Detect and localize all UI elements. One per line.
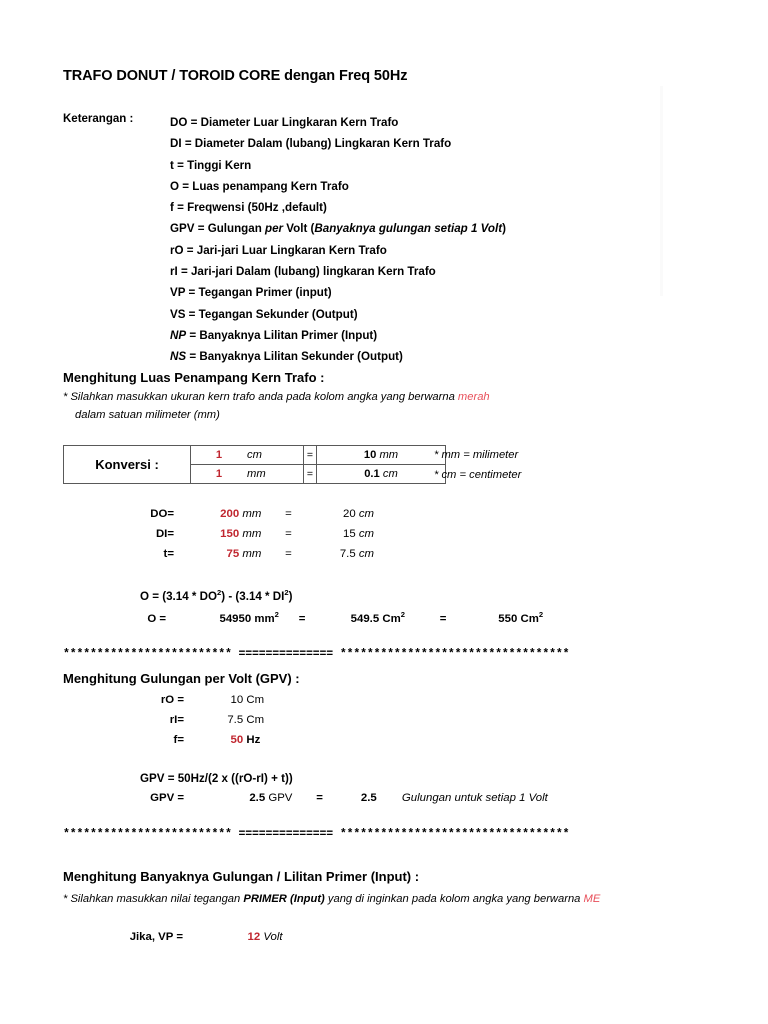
np-symbol: NP <box>170 328 187 342</box>
keterangan-item-vp: VP = Tegangan Primer (input) <box>170 286 332 300</box>
konversi-result-cell-2 <box>317 465 446 484</box>
gpv-suffix: ) <box>502 222 506 236</box>
gpv-row-f <box>140 734 260 746</box>
note-primer-red: ME <box>583 893 601 905</box>
keterangan-item-ns <box>170 346 670 367</box>
separator-1-left-stars: ************************* <box>63 648 232 661</box>
gpv-label-ro: rO = <box>160 694 184 706</box>
gpv-label-ri: rI= <box>169 714 184 726</box>
konversi-result-unit-1: mm <box>379 449 399 461</box>
separator-2-equals: ============== <box>231 828 340 841</box>
gpv-value-ro: 10 <box>230 694 244 706</box>
keterangan-item-ro: rO = Jari-jari Luar Lingkaran Kern Trafo <box>170 243 387 257</box>
luas-result-label: O = <box>147 612 166 625</box>
heading-gpv: Menghitung Gulungan per Volt (GPV) : <box>63 671 300 686</box>
dimension-value-do[interactable]: 200 <box>220 508 240 520</box>
konversi-input-cell-row1[interactable] <box>191 446 304 465</box>
luas-formula-pre: O = (3.14 * DO <box>140 589 218 603</box>
luas-formula-sup2: 2 <box>284 588 289 597</box>
dimension-row-do <box>140 508 374 520</box>
keterangan-item-np <box>170 325 670 346</box>
dimension-label-di: DI= <box>155 528 174 540</box>
gpv-value-f[interactable]: 50 <box>230 734 244 746</box>
heading-primer: Menghitung Banyaknya Gulungan / Lilitan Primer (Input) : <box>63 869 420 884</box>
luas-result-unit-rounded: Cm <box>520 612 539 625</box>
keterangan-label: Keterangan : <box>63 113 134 125</box>
np-text: = Banyaknya Lilitan Primer (Input) <box>186 328 378 342</box>
dimension-value-di[interactable]: 150 <box>220 528 240 540</box>
dimension-value-t-wrap[interactable] <box>177 548 239 560</box>
luas-result-row <box>140 610 543 625</box>
gpv-result-unit: GPV <box>268 792 293 804</box>
gpv-result-value-2: 2.5 <box>360 792 377 804</box>
dimension-equals-do: = <box>285 508 292 520</box>
vp-unit: Volt <box>263 931 283 943</box>
ns-symbol: NS <box>170 350 187 364</box>
luas-formula <box>140 588 293 603</box>
konversi-input-value-2[interactable]: 1 <box>215 468 223 480</box>
keterangan-item-di: DI = Diameter Dalam (lubang) Lingkaran Kern Trafo <box>170 137 452 151</box>
dimension-row-t <box>140 548 374 560</box>
gpv-row-ro <box>140 694 264 706</box>
luas-result-equals-2: = <box>439 612 447 625</box>
konversi-result-value-2: 0.1 <box>364 468 380 480</box>
gpv-mid: Volt ( <box>283 222 315 236</box>
dimension-result-unit-di: cm <box>358 528 375 540</box>
dimension-value-t[interactable]: 75 <box>226 548 240 560</box>
konversi-equals-2: = <box>304 465 317 484</box>
dimension-result-unit-do: cm <box>358 508 375 520</box>
gpv-label-f: f= <box>173 734 184 746</box>
konversi-equals-1: = <box>304 446 317 465</box>
separator-2 <box>63 828 569 841</box>
gpv-row-ri <box>140 714 264 726</box>
konversi-result-cell-1 <box>317 446 446 465</box>
ns-text: = Banyaknya Lilitan Sekunder (Output) <box>186 350 403 364</box>
gpv-result-row <box>140 792 548 804</box>
keterangan-item-vs: VS = Tegangan Sekunder (Output) <box>170 307 358 321</box>
dimension-unit-di: mm <box>242 528 262 540</box>
konversi-input-unit-1: cm <box>247 449 262 461</box>
konversi-input-cell-row2[interactable] <box>191 465 304 484</box>
note-primer-bold: PRIMER (Input) <box>243 893 325 905</box>
dimension-unit-do: mm <box>242 508 262 520</box>
keterangan-item-t: t = Tinggi Kern <box>170 158 252 172</box>
luas-result-value-rounded: 550 <box>498 612 518 625</box>
vp-value[interactable]: 12 <box>247 931 261 943</box>
dimension-value-di-wrap[interactable] <box>177 528 239 540</box>
keterangan-item-f: f = Freqwensi (50Hz ,default) <box>170 201 327 215</box>
dimension-result-do: 20 <box>343 508 356 520</box>
luas-result-sup-cm2: 2 <box>400 610 405 619</box>
separator-2-left-stars: ************************* <box>63 828 232 841</box>
konversi-table <box>63 445 446 484</box>
luas-result-value-mm2: 54950 <box>219 612 252 625</box>
gpv-unit-ri: Cm <box>246 714 265 726</box>
note-luas-line1 <box>63 391 490 403</box>
vp-label: Jika, VP = <box>129 931 183 943</box>
gpv-italic-per: per <box>265 222 284 236</box>
keterangan-item-gpv <box>170 218 670 239</box>
gpv-prefix: GPV = Gulungan <box>170 222 266 236</box>
gpv-formula: GPV = 50Hz/(2 x ((rO-rI) + t)) <box>140 772 293 785</box>
luas-result-sup-rounded: 2 <box>538 610 544 619</box>
note-primer <box>63 893 600 905</box>
gpv-unit-f: Hz <box>246 734 261 746</box>
luas-formula-sup1: 2 <box>217 588 222 597</box>
luas-result-unit-cm2: Cm <box>382 612 401 625</box>
konversi-result-unit-2: cm <box>382 468 398 480</box>
table-row <box>64 446 446 465</box>
vp-value-wrap[interactable] <box>186 931 260 943</box>
luas-formula-mid: ) - (3.14 * DI <box>221 589 285 603</box>
keterangan-list <box>170 112 670 368</box>
dimension-label-t: t= <box>163 548 174 560</box>
vp-row <box>115 931 283 943</box>
page-title: TRAFO DONUT / TOROID CORE dengan Freq 50Hz <box>63 68 408 84</box>
luas-result-sup-mm2: 2 <box>274 610 279 619</box>
note-primer-mid: yang di inginkan pada kolom angka yang berwarna <box>324 893 584 905</box>
note-luas-line2: dalam satuan milimeter (mm) <box>75 409 220 421</box>
konversi-input-unit-2: mm <box>247 468 266 480</box>
separator-2-right-stars: ********************************** <box>339 828 570 841</box>
gpv-result-label: GPV = <box>150 792 184 804</box>
konversi-label-cell: Konversi : <box>64 446 191 484</box>
konversi-result-value-1: 10 <box>363 449 377 461</box>
separator-1-equals: ============== <box>231 648 340 661</box>
konversi-side-note-cm: * cm = centimeter <box>434 469 522 481</box>
luas-result-equals-1: = <box>298 612 306 625</box>
dimension-row-di <box>140 528 374 540</box>
dimension-equals-t: = <box>285 548 292 560</box>
keterangan-item-o: O = Luas penampang Kern Trafo <box>170 179 349 193</box>
keterangan-item-do: DO = Diameter Luar Lingkaran Kern Trafo <box>170 116 399 129</box>
gpv-result-note: Gulungan untuk setiap 1 Volt <box>401 792 548 804</box>
luas-formula-post: ) <box>288 589 293 603</box>
dimension-result-t: 7.5 <box>339 548 356 560</box>
dimension-unit-t: mm <box>242 548 262 560</box>
dimension-label-do: DO= <box>150 508 174 520</box>
konversi-input-value-1[interactable]: 1 <box>215 449 223 461</box>
dimension-result-di: 15 <box>343 528 356 540</box>
heading-luas-penampang: Menghitung Luas Penampang Kern Trafo : <box>63 370 325 385</box>
separator-1 <box>63 648 569 661</box>
dimension-value-do-wrap[interactable] <box>177 508 239 520</box>
separator-1-right-stars: ********************************** <box>339 648 570 661</box>
luas-result-value-cm2: 549.5 <box>350 612 380 625</box>
note-luas-red-word: merah <box>457 391 490 403</box>
keterangan-item-ri: rI = Jari-jari Dalam (lubang) lingkaran Kern Trafo <box>170 265 436 279</box>
gpv-unit-ro: Cm <box>246 694 265 706</box>
gpv-result-value: 2.5 <box>249 792 266 804</box>
gpv-result-equals: = <box>316 792 323 804</box>
dimension-equals-di: = <box>285 528 292 540</box>
konversi-side-note-mm: * mm = milimeter <box>434 449 519 461</box>
luas-result-unit-mm2: mm <box>254 612 275 625</box>
note-luas-text: * Silahkan masukkan ukuran kern trafo anda pada kolom angka yang berwarna <box>63 391 458 403</box>
dimension-result-unit-t: cm <box>358 548 375 560</box>
gpv-value-f-wrap[interactable] <box>187 734 243 746</box>
note-primer-pre: * Silahkan masukkan nilai tegangan <box>63 893 244 905</box>
gpv-italic-desc: Banyaknya gulungan setiap 1 Volt <box>314 222 503 236</box>
gpv-value-ri: 7.5 <box>227 714 244 726</box>
